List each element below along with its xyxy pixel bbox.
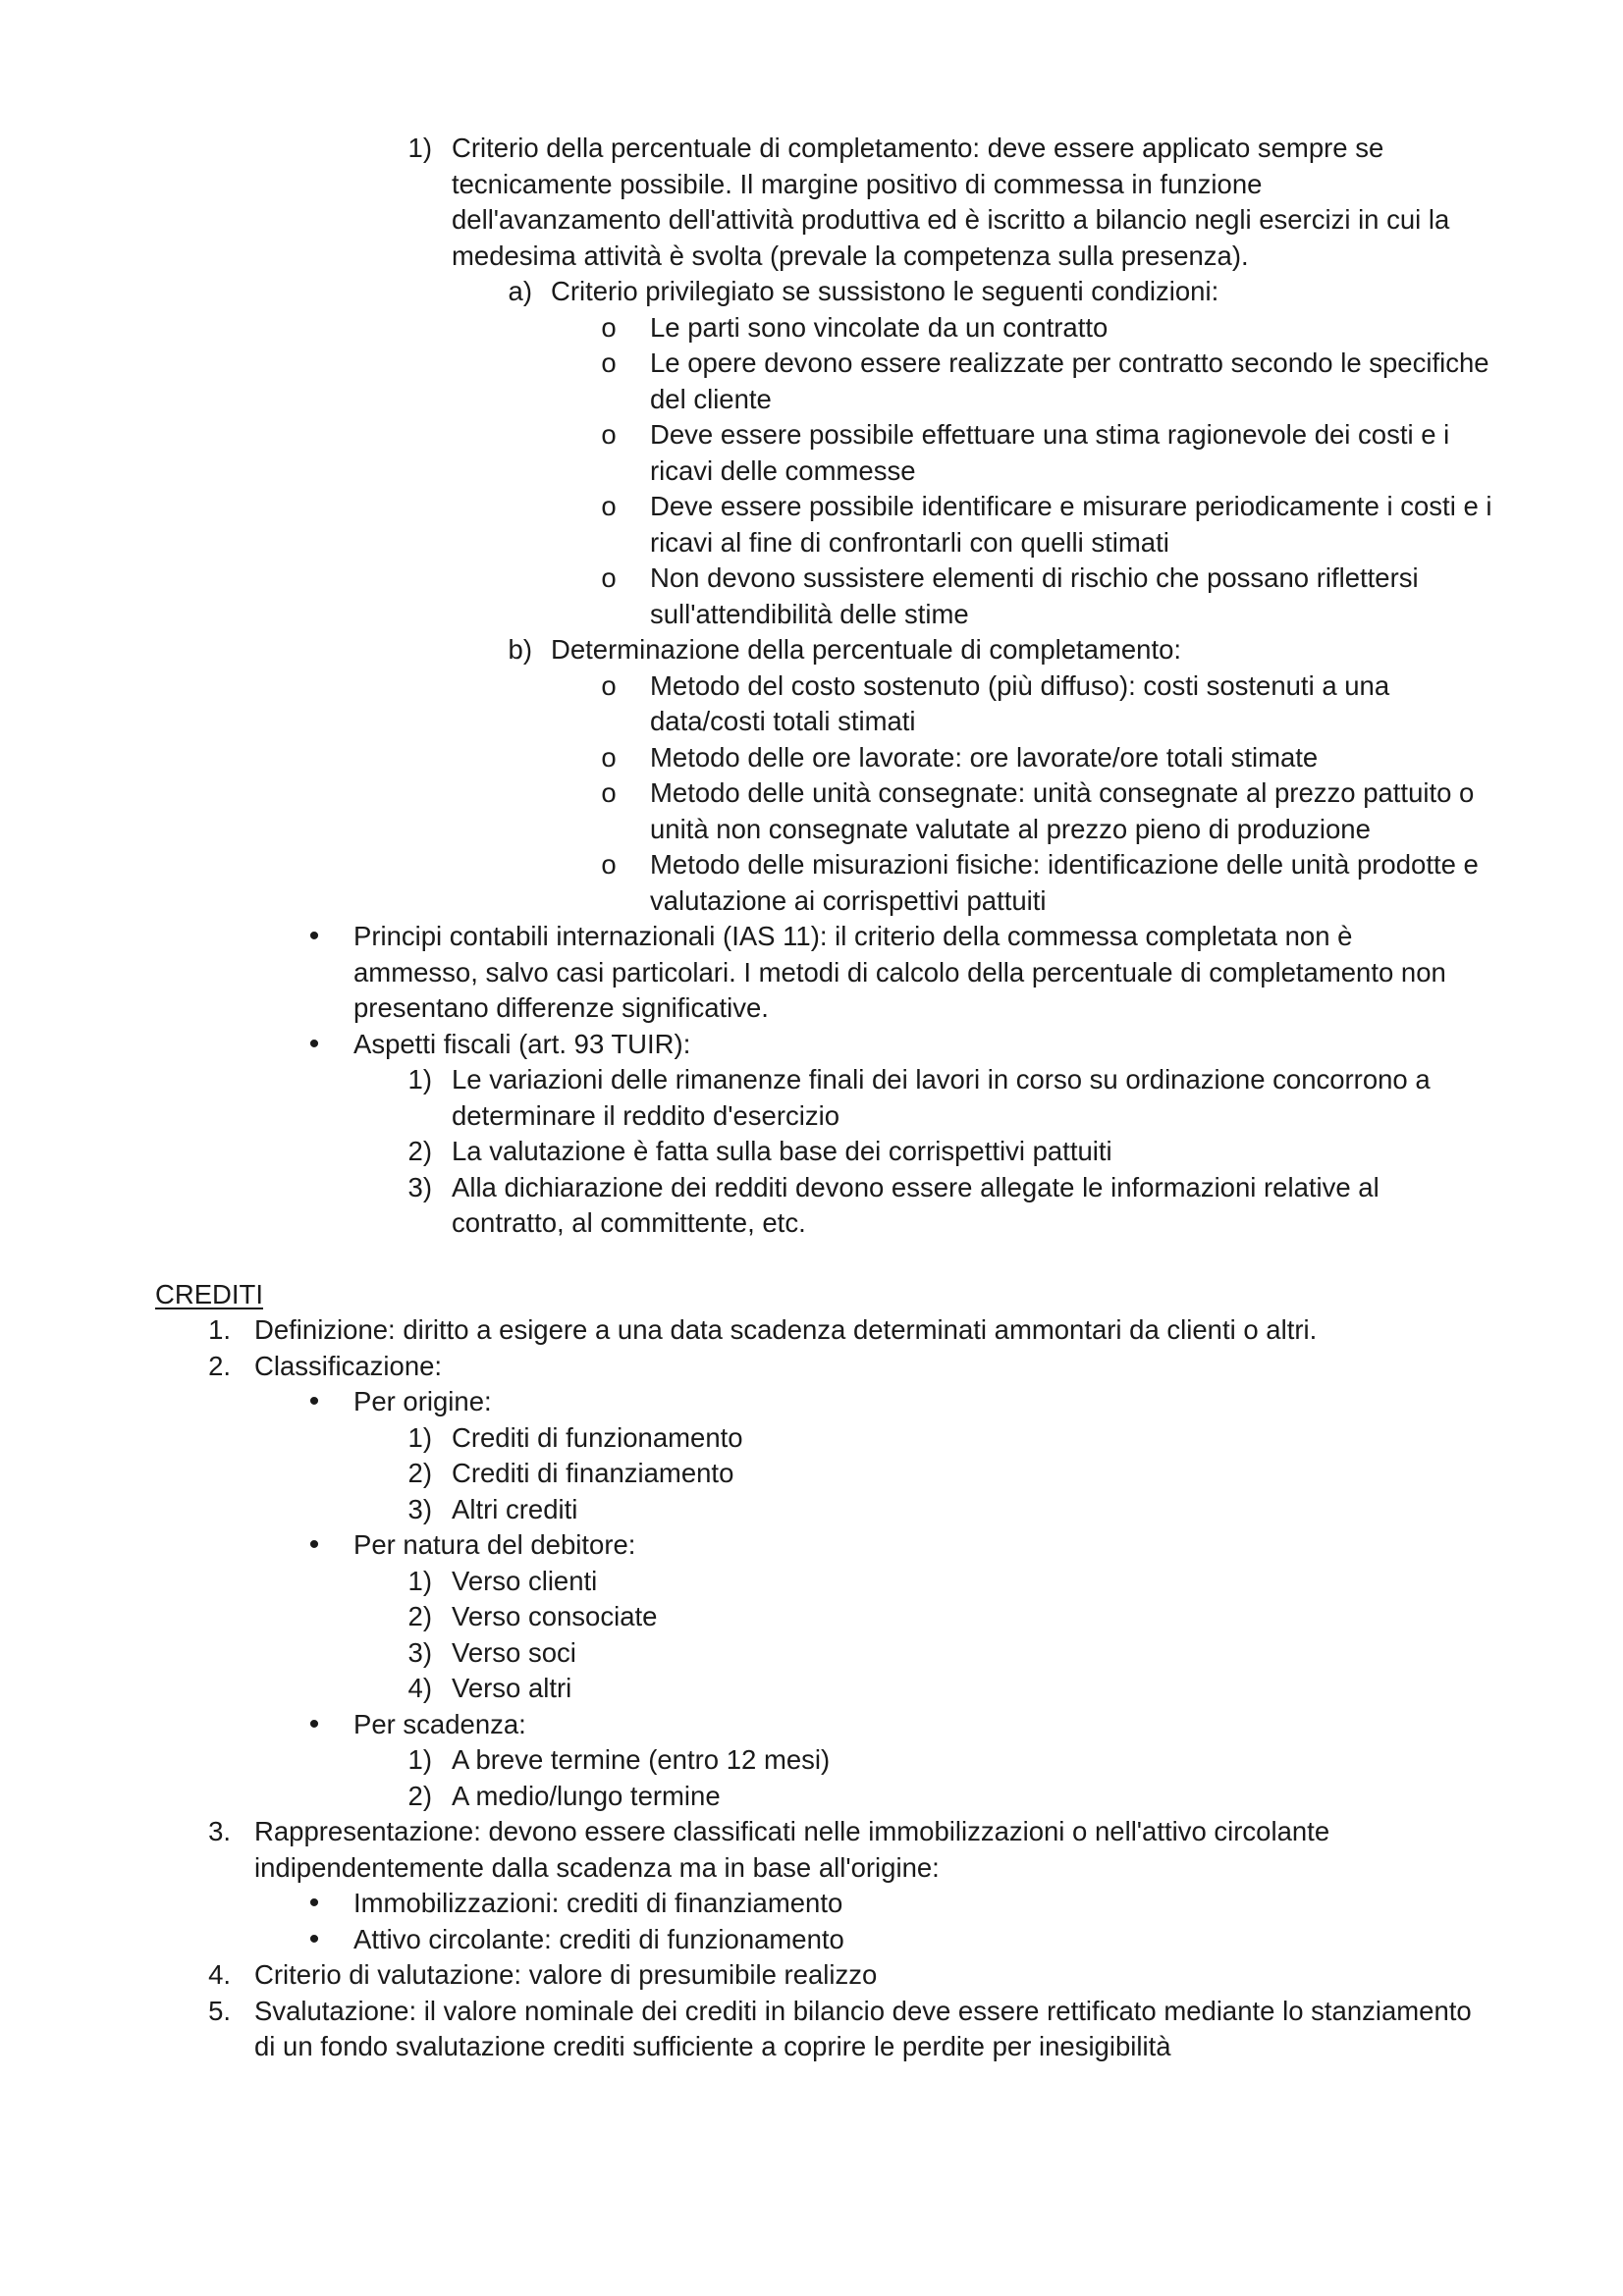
list-item-text: Non devono sussistere elementi di rischio che possano riflettersi sull'attendibilità delle stime bbox=[650, 562, 1419, 629]
list-marker: 2) bbox=[407, 1458, 432, 1488]
list-marker: 1) bbox=[407, 133, 432, 163]
list-item-text: Altri crediti bbox=[452, 1493, 578, 1524]
list-item-text: La valutazione è fatta sulla base dei corrispettivi pattuiti bbox=[452, 1136, 1112, 1166]
list-item-text: A breve termine (entro 12 mesi) bbox=[452, 1744, 831, 1775]
method-item bbox=[0, 775, 1494, 847]
crediti-item-criterio-valutazione bbox=[0, 1957, 1487, 1994]
list-marker: 2) bbox=[407, 1136, 432, 1166]
scadenza-item bbox=[0, 1779, 1478, 1815]
list-marker: 3) bbox=[407, 1171, 432, 1202]
sub-item-a bbox=[0, 274, 1478, 310]
list-item-text: Metodo del costo sostenuto (più diffuso): costi sostenuti a una data/costi totali stimati bbox=[650, 669, 1390, 736]
list-item-text: Crediti di finanziamento bbox=[452, 1458, 734, 1488]
list-item-text: Le parti sono vincolate da un contratto bbox=[650, 311, 1109, 343]
list-marker: 1) bbox=[407, 1421, 432, 1453]
list-item-text: Metodo delle misurazioni fisiche: identificazione delle unità prodotte e valutazione ai corrispettivi pattuiti bbox=[650, 849, 1479, 916]
list-item-text: Svalutazione: il valore nominale dei crediti in bilancio deve essere rettificato mediante lo stanziamento di un fondo svalutazione crediti sufficiente a coprire le perdite per inesigibilità bbox=[254, 1995, 1472, 2061]
list-marker: o bbox=[601, 311, 617, 343]
list-marker: 2) bbox=[407, 1780, 432, 1811]
bullet-per-natura bbox=[0, 1527, 1483, 1564]
list-item-text: Classificazione: bbox=[254, 1350, 443, 1381]
bullet-per-scadenza bbox=[0, 1707, 1483, 1743]
bullet-marker: • bbox=[308, 1707, 320, 1740]
list-item-text: Le opere devono essere realizzate per contratto secondo le specifiche del cliente bbox=[650, 347, 1489, 414]
list-marker: 3) bbox=[407, 1493, 432, 1524]
list-item-text: Criterio privilegiato se sussistono le seguenti condizioni: bbox=[551, 276, 1219, 306]
origine-item bbox=[0, 1420, 1478, 1457]
list-marker: o bbox=[601, 741, 617, 773]
list-item-text: Criterio della percentuale di completamento: deve essere applicato sempre se tecnicamente possibile. Il margine positivo di commessa in funzione dell'avanzamento dell'attività produttiva ed è iscritto a bilancio negli esercizi in cui la medesima attività è svolta (prevale la competenza sulla presenza). bbox=[452, 133, 1450, 271]
list-item-text: Per scadenza: bbox=[353, 1708, 526, 1739]
section-spacer bbox=[0, 1242, 1623, 1277]
list-item-text: Immobilizzazioni: crediti di finanziamento bbox=[353, 1888, 843, 1918]
list-marker: o bbox=[601, 562, 617, 593]
crediti-heading bbox=[0, 1277, 1432, 1313]
bullet-aspetti-fiscali bbox=[0, 1027, 1483, 1063]
list-item-text: Deve essere possibile identificare e misurare periodicamente i costi e i ricavi al fine di confrontarli con quelli stimati bbox=[650, 491, 1492, 558]
crediti-item-definizione bbox=[0, 1312, 1487, 1349]
condition-item bbox=[0, 489, 1494, 561]
crediti-item-classificazione bbox=[0, 1349, 1487, 1385]
natura-item bbox=[0, 1564, 1478, 1600]
natura-item bbox=[0, 1635, 1478, 1672]
fiscal-item bbox=[0, 1062, 1478, 1134]
list-marker: 4) bbox=[407, 1673, 432, 1703]
list-marker: 1) bbox=[407, 1744, 432, 1775]
natura-item bbox=[0, 1671, 1478, 1707]
list-item-text: Le variazioni delle rimanenze finali dei lavori in corso su ordinazione concorrono a determinare il reddito d'esercizio bbox=[452, 1064, 1431, 1131]
list-item-text: Metodo delle ore lavorate: ore lavorate/ore totali stimate bbox=[650, 741, 1319, 773]
document-content bbox=[0, 131, 1623, 2065]
list-item-text: Per natura del debitore: bbox=[353, 1529, 636, 1560]
list-marker: a) bbox=[508, 276, 532, 306]
method-item bbox=[0, 847, 1494, 919]
list-marker: 2. bbox=[208, 1350, 231, 1381]
natura-item bbox=[0, 1599, 1478, 1635]
bullet-attivo-circolante bbox=[0, 1922, 1483, 1958]
list-item-text: Crediti di funzionamento bbox=[452, 1421, 743, 1453]
list-marker: o bbox=[601, 669, 617, 701]
list-marker: o bbox=[601, 849, 617, 880]
list-marker: b) bbox=[508, 634, 532, 665]
criterio-percentuale-item bbox=[0, 131, 1478, 274]
bullet-ias bbox=[0, 919, 1483, 1027]
list-item-text: Per origine: bbox=[353, 1386, 492, 1416]
origine-item bbox=[0, 1456, 1478, 1492]
condition-item bbox=[0, 417, 1494, 489]
bullet-per-origine bbox=[0, 1384, 1483, 1420]
list-item-text: Verso consociate bbox=[452, 1601, 658, 1631]
sub-item-b bbox=[0, 632, 1478, 668]
list-marker: 3) bbox=[407, 1636, 432, 1668]
list-marker: 4. bbox=[208, 1959, 231, 1990]
list-marker: 3. bbox=[208, 1816, 231, 1846]
list-item-text: A medio/lungo termine bbox=[452, 1780, 721, 1811]
list-item-text: Criterio di valutazione: valore di presumibile realizzo bbox=[254, 1959, 878, 1990]
method-item bbox=[0, 740, 1494, 776]
list-item-text: Verso soci bbox=[452, 1636, 576, 1668]
list-item-text: Definizione: diritto a esigere a una data scadenza determinati ammontari da clienti o altri. bbox=[254, 1314, 1318, 1345]
list-marker: 2) bbox=[407, 1601, 432, 1631]
fiscal-item bbox=[0, 1134, 1478, 1170]
list-item-text: Metodo delle unità consegnate: unità consegnate al prezzo pattuito o unità non consegnate valutate al prezzo pieno di produzione bbox=[650, 777, 1475, 844]
list-item-text: Attivo circolante: crediti di funzionamento bbox=[353, 1923, 844, 1954]
list-item-text: Rappresentazione: devono essere classificati nelle immobilizzazioni o nell'attivo circolante indipendentemente dalla scadenza ma in base all'origine: bbox=[254, 1816, 1330, 1883]
bullet-marker: • bbox=[308, 1027, 320, 1060]
list-item-text: Verso altri bbox=[452, 1673, 572, 1703]
list-item-text: Alla dichiarazione dei redditi devono essere allegate le informazioni relative al contratto, al committente, etc. bbox=[452, 1171, 1380, 1238]
crediti-item-svalutazione bbox=[0, 1994, 1487, 2065]
list-item-text: Verso clienti bbox=[452, 1565, 598, 1596]
list-marker: 5. bbox=[208, 1995, 231, 2026]
list-marker: o bbox=[601, 491, 617, 521]
bullet-marker: • bbox=[308, 1385, 320, 1417]
list-marker: 1) bbox=[407, 1064, 432, 1095]
bullet-marker: • bbox=[308, 1887, 320, 1919]
list-marker: o bbox=[601, 777, 617, 808]
method-item bbox=[0, 668, 1494, 740]
origine-item bbox=[0, 1492, 1478, 1528]
fiscal-item bbox=[0, 1170, 1478, 1242]
bullet-immobilizzazioni bbox=[0, 1886, 1483, 1922]
condition-item bbox=[0, 561, 1494, 632]
bullet-marker: • bbox=[308, 1922, 320, 1955]
list-item-text: Deve essere possibile effettuare una stima ragionevole dei costi e i ricavi delle commesse bbox=[650, 419, 1450, 486]
list-item-text: Aspetti fiscali (art. 93 TUIR): bbox=[353, 1028, 691, 1059]
condition-item bbox=[0, 310, 1494, 347]
scadenza-item bbox=[0, 1742, 1478, 1779]
list-marker: 1) bbox=[407, 1565, 432, 1596]
condition-item bbox=[0, 346, 1494, 417]
list-item-text: Determinazione della percentuale di completamento: bbox=[551, 634, 1182, 665]
section-heading: CREDITI bbox=[155, 1278, 263, 1309]
bullet-marker: • bbox=[308, 1528, 320, 1561]
crediti-item-rappresentazione bbox=[0, 1814, 1487, 1886]
list-marker: o bbox=[601, 419, 617, 450]
list-marker: 1. bbox=[208, 1314, 231, 1345]
list-item-text: Principi contabili internazionali (IAS 11): il criterio della commessa completata non è ammesso, salvo casi particolari. I metodi di calcolo della percentuale di completamento non presentano differenze significative. bbox=[353, 921, 1446, 1023]
list-marker: o bbox=[601, 347, 617, 378]
bullet-marker: • bbox=[308, 920, 320, 952]
